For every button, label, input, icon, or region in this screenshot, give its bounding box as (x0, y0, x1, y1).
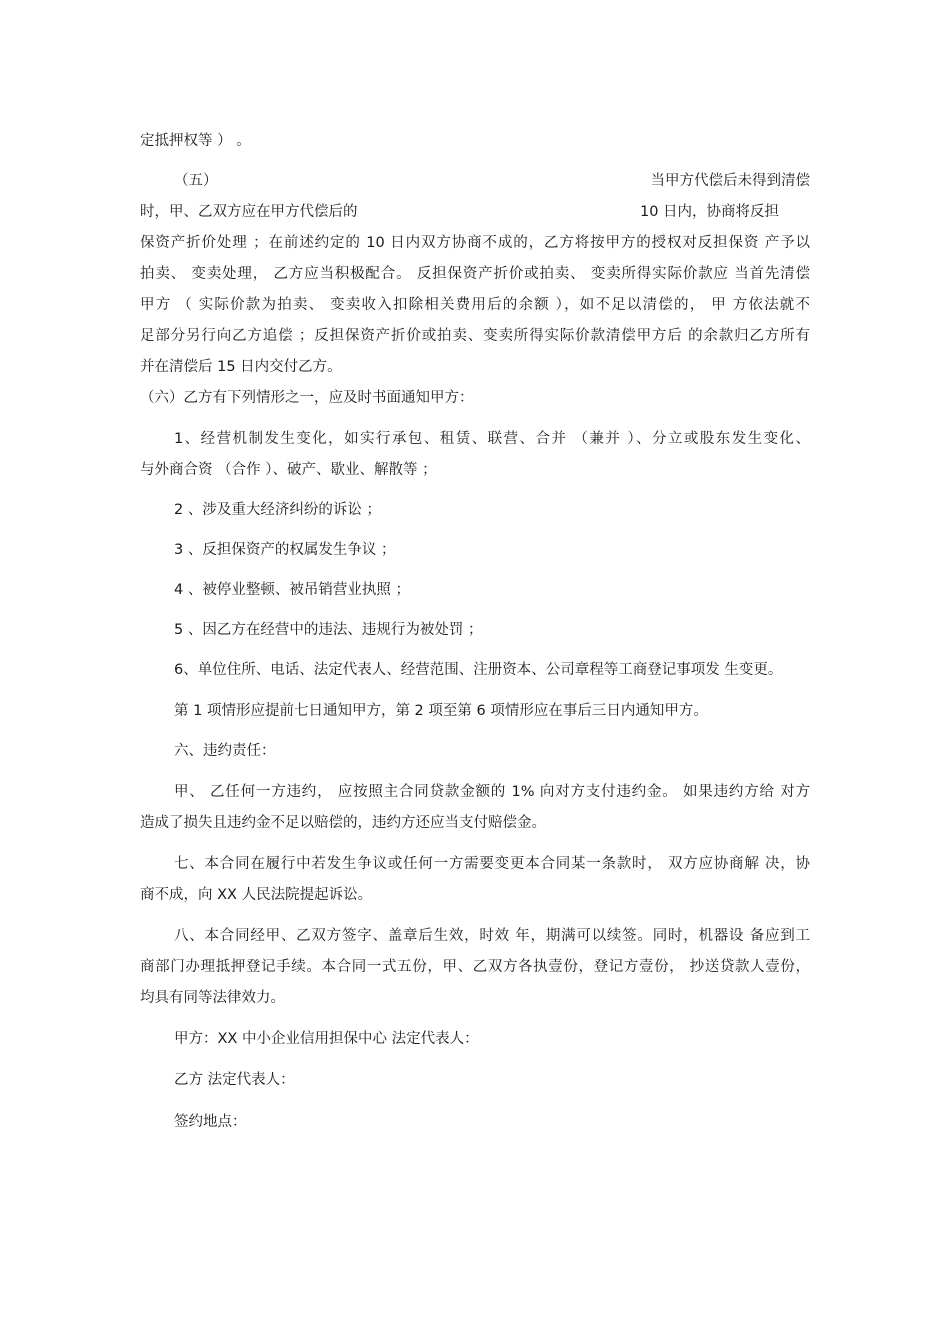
text-line: 商部门办理抵押登记手续。本合同一式五份，甲、乙双方各执壹份，登记方壹份， 抄送贷款人壹份， (140, 959, 810, 975)
list-item: 4 、被停业整顿、被吊销营业执照 ； (174, 582, 410, 598)
text-line: 并在清偿后 15 日内交付乙方。 (140, 359, 342, 375)
clause-5-heading: （五） (174, 173, 218, 189)
list-item: 5 、因乙方在经营中的违法、违规行为被处罚 ； (174, 622, 483, 638)
text-line: 商不成，向 XX 人民法院提起诉讼。 (140, 887, 373, 903)
text-line: 甲、 乙任何一方违约， 应按照主合同贷款金额的 1% 向对方支付违约金。 如果违约方给 对方 (174, 784, 810, 800)
text-line: 七、本合同在履行中若发生争议或任何一方需要变更本合同某一条款时， 双方应协商解 决，协 (174, 856, 810, 872)
section-heading: 六、违约责任： (174, 743, 276, 759)
text-line: 第 1 项情形应提前七日通知甲方，第 2 项至第 6 项情形应在事后三日内通知甲方。 (174, 703, 708, 719)
text-line: 均具有同等法律效力。 (140, 990, 285, 1006)
party-b-signature-line: 乙方 法定代表人： (174, 1072, 295, 1088)
list-item: 3 、反担保资产的权属发生争议 ； (174, 542, 396, 558)
signing-place-line: 签约地点： (174, 1114, 247, 1130)
text-line: 当甲方代偿后未得到清偿 (650, 173, 810, 189)
text-line: 甲方 （ 实际价款为拍卖、 变卖收入扣除相关费用后的余额 ），如不足以清偿的， 甲 方依法就不 (140, 297, 810, 313)
text-line: 10 日内，协商将反担 (640, 204, 780, 220)
list-item: 6、单位住所、电话、法定代表人、经营范围、注册资本、公司章程等工商登记事项发 生变更。 (174, 662, 783, 678)
party-a-signature-line: 甲方：XX 中小企业信用担保中心 法定代表人： (174, 1031, 479, 1047)
text-line: 拍卖、 变卖处理， 乙方应当积极配合。 反担保资产折价或拍卖、 变卖所得实际价款应 当首先清偿 (140, 266, 810, 282)
list-item: 2 、涉及重大经济纠纷的诉讼 ； (174, 502, 381, 518)
text-line: 保资产折价处理 ；在前述约定的 10 日内双方协商不成的，乙方将按甲方的授权对反担保资 产予以 (140, 235, 810, 251)
text-line: 造成了损失且违约金不足以赔偿的，违约方还应当支付赔偿金。 (140, 815, 546, 831)
text-line: 足部分另行向乙方追偿 ；反担保资产折价或拍卖、变卖所得实际价款清偿甲方后 的余款归乙方所有 (140, 328, 810, 344)
clause-6-heading: （六）乙方有下列情形之一，应及时书面通知甲方： (140, 390, 474, 406)
list-item: 1、经营机制发生变化，如实行承包、租赁、联营、合并 （兼并 ）、分立或股东发生变化、 (174, 431, 810, 447)
text-line: 八、本合同经甲、乙双方签字、盖章后生效，时效 年，期满可以续签。同时，机器设 备应到工 (174, 928, 810, 944)
text-line: 定抵押权等 ） 。 (140, 133, 251, 149)
text-line: 时，甲、乙双方应在甲方代偿后的 (140, 204, 358, 220)
text-line: 与外商合资 （合作 ）、破产、歇业、解散等 ； (140, 462, 437, 478)
